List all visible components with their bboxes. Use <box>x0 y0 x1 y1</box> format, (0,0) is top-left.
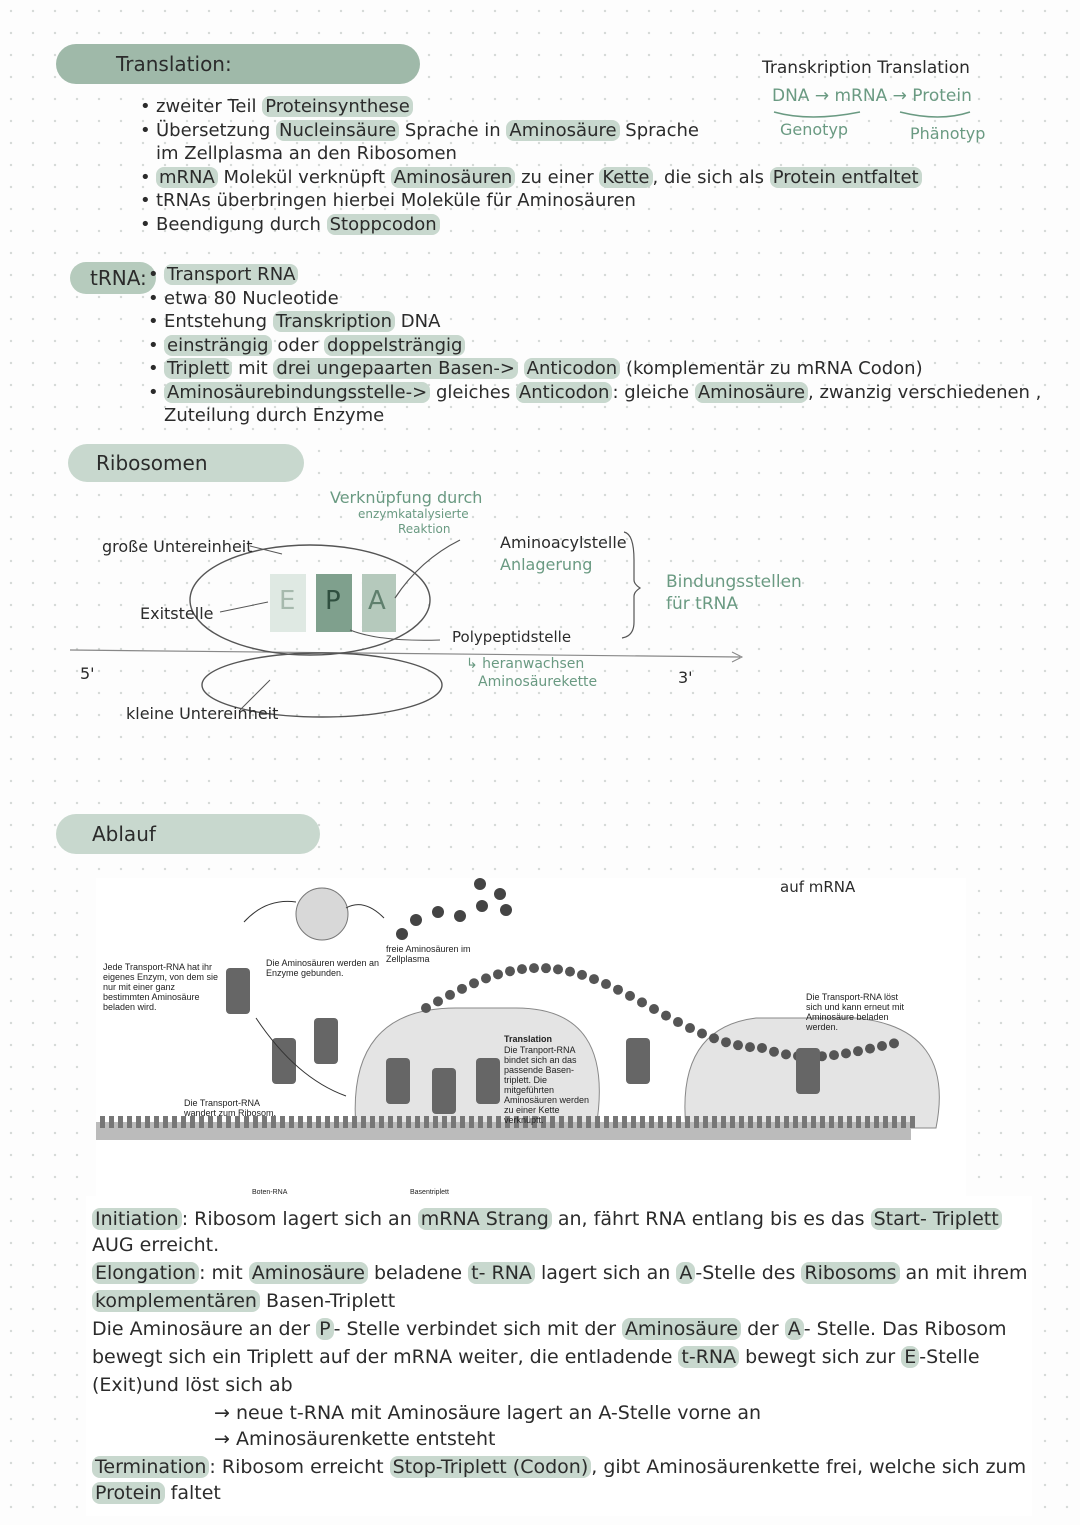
amino-acid-bead <box>685 1023 695 1033</box>
grosse-label: große Untereinheit <box>102 537 253 556</box>
amino-acid-bead <box>481 973 491 983</box>
p1-line: Die Aminosäure an der P - Stelle verbindet sich mit der Aminosäure der A - Stelle. Das Ribosom <box>92 1318 1007 1340</box>
mrna-base <box>469 1116 474 1128</box>
free-amino-bead <box>396 928 408 940</box>
amino-acid-bead <box>625 991 635 1001</box>
trna-label: tRNA: <box>90 266 147 290</box>
enzyme <box>296 888 348 940</box>
mrna-base <box>442 1116 447 1128</box>
fig-freie: freie Aminosäuren im Zellplasma <box>386 944 471 964</box>
mrna-base <box>712 1116 717 1128</box>
site-e-label: E <box>279 586 296 616</box>
initiation-line2: AUG erreicht. <box>92 1234 220 1256</box>
mrna-base <box>649 1116 654 1128</box>
mrna-base <box>496 1116 501 1128</box>
mrna-base <box>307 1116 312 1128</box>
polypeptid-label: Polypeptidstelle <box>452 628 572 646</box>
translation-bullet-item: • Übersetzung Nucleinsäure Sprache in Aminosäure Sprache <box>140 119 699 141</box>
bindung1-label: Bindungsstellen <box>666 572 802 592</box>
five-prime: 5' <box>80 664 95 683</box>
termination-line2: Protein faltet <box>92 1480 221 1506</box>
amino-acid-bead <box>553 964 563 974</box>
corner-genotyp: Genotyp <box>780 120 849 139</box>
fig-translation-body: Die Tranport-RNA bindet sich an das passende Basen-triplett. Die mitgeführten Aminosäuren werden zu einer Kette verknüpft. <box>504 1045 590 1125</box>
amino-acid-bead <box>529 963 539 973</box>
mrna-base <box>604 1116 609 1128</box>
mrna-base <box>343 1116 348 1128</box>
arrow2-line: → Aminosäurenkette entsteht <box>214 1428 496 1450</box>
mrna-base <box>136 1116 141 1128</box>
amino-acid-bead <box>649 1004 659 1014</box>
mrna-base <box>829 1116 834 1128</box>
amino-acid-bead <box>841 1048 851 1058</box>
bullet-dot: • <box>140 96 151 117</box>
translation-bullet-item: • zweiter Teil Proteinsynthese <box>140 96 413 118</box>
trna-molecule <box>796 1048 820 1094</box>
p3-line: (Exit)und löst sich ab <box>92 1374 293 1396</box>
amino-acid-bead <box>577 970 587 980</box>
trna-bullet-item: • Entstehung Transkription DNA <box>148 311 441 332</box>
enzym-label: enzymkatalysierte <box>358 507 469 521</box>
mrna-base <box>748 1116 753 1128</box>
mrna-base <box>415 1116 420 1128</box>
trna-bullet-item: • einsträngig oder doppelsträngig <box>148 335 465 357</box>
trna-molecule <box>386 1058 410 1104</box>
mrna-base <box>739 1116 744 1128</box>
amino-acid-bead <box>769 1047 779 1057</box>
mrna-base <box>874 1116 879 1128</box>
trna-bullet-item: • etwa 80 Nucleotide <box>148 287 339 309</box>
mrna-base <box>613 1116 618 1128</box>
steps-card <box>86 1196 1032 1516</box>
mrna-base <box>451 1116 456 1128</box>
aminoacyl-label: Aminoacylstelle <box>500 533 627 552</box>
amino-acid-bead <box>445 990 455 1000</box>
amino-acid-bead <box>865 1044 875 1054</box>
mrna-base <box>163 1116 168 1128</box>
amino-acid-bead <box>421 1003 431 1013</box>
mrna-base <box>667 1116 672 1128</box>
mrna-base <box>766 1116 771 1128</box>
free-amino-bead <box>494 888 506 900</box>
ribosomen-heading-pill <box>68 444 304 482</box>
auf-mrna-label: auf mRNA <box>780 878 856 896</box>
trna-bullet-item: • Aminosäurebindungsstelle-> gleiches Anticodon : gleiche Aminosäure , zwanzig verschiedenen , <box>148 381 1042 403</box>
mrna-line <box>70 650 740 657</box>
trna-bullet-item: Zuteilung durch Enzyme <box>164 405 385 426</box>
mrna-base <box>622 1116 627 1128</box>
ribosomen-heading: Ribosomen <box>96 451 208 475</box>
free-amino-bead <box>410 914 422 926</box>
mrna-base <box>433 1116 438 1128</box>
fig-wandert: Die Transport-RNA wandert zum Ribosom. <box>184 1098 277 1118</box>
translation-heading-pill <box>56 44 420 84</box>
mrna-base <box>325 1116 330 1128</box>
verknuepfung-label: Verknüpfung durch <box>330 488 483 507</box>
mrna-base <box>784 1116 789 1128</box>
mrna-base <box>757 1116 762 1128</box>
free-amino-bead <box>500 904 512 916</box>
amino-acid-bead <box>697 1029 707 1039</box>
amino-acid-bead <box>493 969 503 979</box>
trna-molecule <box>476 1058 500 1104</box>
bullet-dot: • <box>148 381 159 403</box>
heran-label: ↳ heranwachsen <box>466 656 585 672</box>
bullet-dot: • <box>140 119 151 141</box>
mrna-base <box>910 1116 915 1128</box>
amino-acid-bead <box>541 963 551 973</box>
mrna-base <box>658 1116 663 1128</box>
amino-acid-bead <box>565 967 575 977</box>
amino-acid-bead <box>745 1042 755 1052</box>
mrna-base <box>721 1116 726 1128</box>
bindung2-label: für tRNA <box>666 594 738 614</box>
mrna-base <box>388 1116 393 1128</box>
site-a-label: A <box>368 586 386 616</box>
mrna-base <box>397 1116 402 1128</box>
mrna-base <box>316 1116 321 1128</box>
elongation-line: Elongation : mit Aminosäure beladene t- RNA lagert sich an A -Stelle des Ribosoms an mit ihrem <box>92 1260 1027 1286</box>
amino-acid-bead <box>601 979 611 989</box>
translation-heading: Translation: <box>116 52 232 76</box>
amino-acid-bead <box>661 1011 671 1021</box>
trna-molecule <box>626 1038 650 1084</box>
amino-acid-bead <box>733 1040 743 1050</box>
amino-acid-bead <box>457 984 467 994</box>
trna-molecule <box>432 1068 456 1114</box>
amino-acid-bead <box>637 997 647 1007</box>
mrna-base <box>838 1116 843 1128</box>
mrna-base <box>631 1116 636 1128</box>
kleine-label: kleine Untereinheit <box>126 704 279 723</box>
bullet-dot: • <box>148 287 159 309</box>
mrna-base <box>298 1116 303 1128</box>
reaktion-label: Reaktion <box>398 522 451 536</box>
mrna-base <box>793 1116 798 1128</box>
anlagerung-label: Anlagerung <box>500 555 593 574</box>
amino-acid-bead <box>505 966 515 976</box>
mrna-base <box>865 1116 870 1128</box>
trna-label-pill <box>70 262 156 294</box>
trna-molecule <box>226 968 250 1014</box>
exit-arrow <box>220 602 268 612</box>
free-amino-bead <box>432 906 444 918</box>
amino-acid-bead <box>613 985 623 995</box>
bullet-dot: • <box>140 166 151 188</box>
amino-acid-bead <box>781 1049 791 1059</box>
amino-acid-bead <box>673 1017 683 1027</box>
mrna-base <box>676 1116 681 1128</box>
mrna-base <box>595 1116 600 1128</box>
mrna-base <box>172 1116 177 1128</box>
elongation-line2: komplementären Basen-Triplett <box>92 1288 395 1314</box>
mrna-base <box>424 1116 429 1128</box>
mrna-base <box>802 1116 807 1128</box>
ablauf-heading: Ablauf <box>92 822 156 846</box>
amino-acid-bead <box>829 1050 839 1060</box>
mrna-base <box>352 1116 357 1128</box>
mrna-base <box>379 1116 384 1128</box>
fig-enzyme: Die Aminosäuren werden an Enzyme gebunden. <box>266 958 380 978</box>
fig-translation-title: Translation <box>504 1034 553 1044</box>
mrna-base <box>847 1116 852 1128</box>
mrna-base <box>901 1116 906 1128</box>
mrna-base <box>478 1116 483 1128</box>
mrna-base <box>361 1116 366 1128</box>
translation-bullet-item: • mRNA Molekül verknüpft Aminosäuren zu einer Kette , die sich als Protein entfaltet <box>140 167 922 189</box>
corner-line2: DNA → mRNA → Protein <box>772 86 972 106</box>
free-amino-bead <box>474 878 486 890</box>
mrna-base <box>127 1116 132 1128</box>
bullet-dot: • <box>148 311 159 332</box>
amino-acid-bead <box>709 1033 719 1043</box>
fig-loest: Die Transport-RNA löst sich und kann erneut mit Aminosäure beladen werden. <box>806 992 905 1032</box>
translation-bullet-item: • tRNAs überbringen hierbei Moleküle für Aminosäuren <box>140 190 636 211</box>
mrna-base <box>883 1116 888 1128</box>
bullet-dot: • <box>148 264 159 285</box>
site-p-label: P <box>325 586 341 616</box>
amino-acid-bead <box>757 1043 767 1053</box>
mrna-base <box>694 1116 699 1128</box>
mrna-base <box>487 1116 492 1128</box>
amino-acid-bead <box>589 974 599 984</box>
corner-phaenotyp: Phänotyp <box>910 124 986 143</box>
mrna-base <box>370 1116 375 1128</box>
mrna-base <box>685 1116 690 1128</box>
mrna-base <box>109 1116 114 1128</box>
free-amino-bead <box>476 900 488 912</box>
mrna-base <box>640 1116 645 1128</box>
initiation-line: Initiation : Ribosom lagert sich an mRNA Strang an, fährt RNA entlang bis es das Start- Triplett <box>92 1206 1002 1232</box>
corner-braces <box>770 108 990 124</box>
mrna-base <box>334 1116 339 1128</box>
fig-basen: Basentriplett <box>410 1189 449 1196</box>
mrna-base <box>145 1116 150 1128</box>
mrna-base <box>775 1116 780 1128</box>
kette-label: Aminosäurekette <box>478 674 598 690</box>
amino-acid-bead <box>889 1038 899 1048</box>
amino-acid-bead <box>433 996 443 1006</box>
arrow1-line: → neue t-RNA mit Aminosäure lagert an A-Stelle vorne an <box>214 1402 762 1424</box>
exit-label: Exitstelle <box>140 604 214 623</box>
bullet-dot: • <box>148 358 159 379</box>
mrna-base <box>154 1116 159 1128</box>
trna-molecule <box>314 1018 338 1064</box>
p2-line: bewegt sich ein Triplett auf der mRNA weiter, die entladende t-RNA bewegt sich zur E -Stelle <box>92 1346 980 1368</box>
amino-acid-bead <box>877 1041 887 1051</box>
free-amino-bead <box>454 910 466 922</box>
bullet-dot: • <box>140 213 151 235</box>
fig-jede: Jede Transport-RNA hat ihr eigenes Enzym, von dem sie nur mit einer ganz bestimmten Aminosäure beladen wird. <box>103 962 219 1012</box>
amino-acid-bead <box>517 964 527 974</box>
trna-bullet-item: • Triplett mit drei ungepaarten Basen-> Anticodon (komplementär zu mRNA Codon) <box>148 358 923 379</box>
corner-line1: Transkription Translation <box>762 58 970 78</box>
amino-acid-bead <box>853 1046 863 1056</box>
bullet-dot: • <box>140 190 151 211</box>
translation-bullet-item: • Beendigung durch Stoppcodon <box>140 214 440 236</box>
three-prime: 3' <box>678 668 693 687</box>
mrna-base <box>892 1116 897 1128</box>
trna-bullet-item: • Transport RNA <box>148 264 298 286</box>
mrna-base <box>100 1116 105 1128</box>
mrna-base <box>730 1116 735 1128</box>
fig-boten: Boten-RNA <box>252 1189 288 1196</box>
mrna-base <box>820 1116 825 1128</box>
mrna-base <box>460 1116 465 1128</box>
amino-acid-bead <box>721 1037 731 1047</box>
termination-line: Termination : Ribosom erreicht Stop-Triplett (Codon) , gibt Aminosäurenkette frei, welche sich zum <box>92 1454 1026 1480</box>
mrna-base <box>118 1116 123 1128</box>
amino-acid-bead <box>469 978 479 988</box>
mrna-base <box>811 1116 816 1128</box>
mrna-base <box>703 1116 708 1128</box>
mrna-base <box>856 1116 861 1128</box>
ablauf-heading-pill <box>56 814 320 854</box>
bullet-dot: • <box>148 334 159 356</box>
translation-bullet-item: im Zellplasma an den Ribosomen <box>156 143 457 164</box>
mrna-base <box>406 1116 411 1128</box>
